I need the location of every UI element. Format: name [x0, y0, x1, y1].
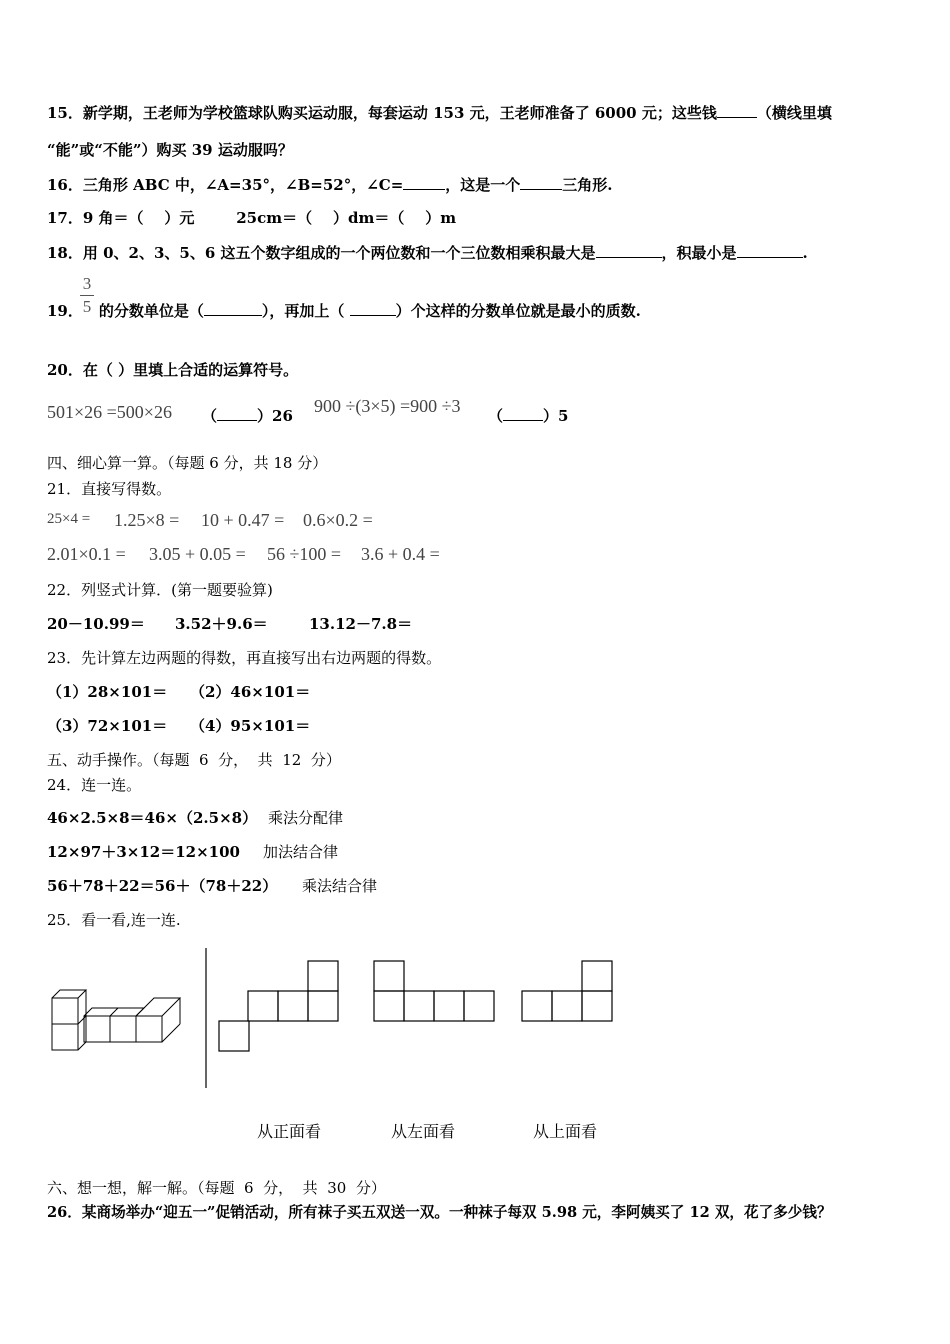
- question-17: 17．9 角＝（ ）元 25cm＝（ ）dm＝（ ）m: [47, 209, 457, 227]
- view-option-3[interactable]: [522, 961, 612, 1021]
- q22-item-1: 20－10.99＝: [47, 615, 145, 633]
- answer-blank[interactable]: [520, 176, 562, 190]
- q21-r2-c4: 3.6 + 0.4 =: [361, 544, 440, 564]
- section-5-title: 五、动手操作。（每题 6 分， 共 12 分）: [47, 751, 341, 769]
- q21-r1-c4: 0.6×0.2 =: [303, 510, 373, 530]
- q15-line1: 15．新学期，王老师为学校篮球队购买运动服，每套运动 153 元，王老师准备了 6000 元；这些钱: [47, 104, 717, 122]
- fraction-numerator: 3: [82, 274, 92, 293]
- caption-left-view[interactable]: 从左面看: [391, 1122, 456, 1141]
- q22-item-2: 3.52＋9.6＝: [175, 615, 268, 633]
- q20-tail-1: 26: [272, 407, 293, 425]
- q20-expression-2: 900 ÷(3×5) =900 ÷3: [314, 396, 461, 416]
- q24-right-2[interactable]: 加法结合律: [263, 843, 339, 861]
- q21-r2-c3: 56 ÷100 =: [267, 544, 342, 564]
- q16-text-b: ，这是一个: [445, 176, 521, 194]
- q15-line1-tail: （横线里填: [756, 104, 832, 122]
- q23-title: 23．先计算左边两题的得数，再直接写出右边两题的得数。: [47, 649, 442, 667]
- caption-top-view[interactable]: 从上面看: [533, 1122, 598, 1141]
- q15-line2: “能”或“不能”）购买 39 运动服吗？: [47, 141, 293, 159]
- q21-r1-c1: 25×4 =: [47, 511, 91, 527]
- q24-left-2[interactable]: 12×97＋3×12＝12×100: [47, 843, 240, 861]
- q24-right-3[interactable]: 乘法结合律: [302, 877, 378, 895]
- answer-blank[interactable]: [350, 302, 396, 316]
- question-16: [47, 175, 613, 195]
- q23-item-3: （3）72×101＝: [47, 717, 168, 735]
- q21-r2-c1: 2.01×0.1 =: [47, 544, 126, 564]
- q18-text-c: .: [802, 244, 808, 262]
- q20-blank-1: （ ）26: [202, 407, 293, 425]
- q16-text-c: 三角形.: [562, 176, 613, 194]
- answer-blank[interactable]: [596, 244, 662, 258]
- cube-3d-figure: [52, 990, 180, 1050]
- answer-blank[interactable]: [204, 302, 262, 316]
- q24-left-3[interactable]: 56＋78＋22＝56＋（78＋22）: [47, 877, 278, 895]
- q18-text-b: ，积最小是: [661, 244, 737, 262]
- q21-r1-c2: 1.25×8 =: [114, 510, 180, 530]
- question-26: 26．某商场举办“迎五一”促销活动，所有袜子买五双送一双。一种袜子每双 5.98 元，李阿姨买了 12 双，花了多少钱？: [47, 1204, 832, 1221]
- q22-title: 22．列竖式计算．(第一题要验算): [47, 581, 273, 599]
- question-19: [47, 301, 641, 321]
- q19-number: 19．: [47, 302, 83, 320]
- q21-title: 21．直接写得数。: [47, 480, 172, 498]
- q19-text-b: ），再加上（: [261, 302, 350, 320]
- question-18: [47, 243, 808, 263]
- view-option-2[interactable]: [374, 961, 494, 1021]
- q21-r1-c3: 10 + 0.47 =: [201, 510, 285, 530]
- q24-right-1[interactable]: 乘法分配律: [268, 809, 344, 827]
- section-4-title: 四、细心算一算。（每题 6 分，共 18 分）: [47, 454, 328, 472]
- question-15: [47, 103, 832, 123]
- answer-blank[interactable]: [737, 244, 803, 258]
- q25-title: 25．看一看,连一连.: [47, 911, 181, 929]
- q20-title: 20．在（ ）里填上合适的运算符号。: [47, 361, 299, 379]
- answer-blank[interactable]: [717, 104, 757, 118]
- q24-title: 24．连一连。: [47, 776, 142, 794]
- q23-item-4: （4）95×101＝: [190, 717, 311, 735]
- answer-blank[interactable]: [503, 407, 543, 421]
- q19-text-a: 的分数单位是（: [98, 302, 204, 320]
- answer-blank[interactable]: [217, 407, 257, 421]
- q21-r2-c2: 3.05 + 0.05 =: [149, 544, 246, 564]
- q23-item-2: （2）46×101＝: [190, 683, 311, 701]
- q23-item-1: （1）28×101＝: [47, 683, 168, 701]
- q22-item-3: 13.12－7.8＝: [309, 615, 413, 633]
- q18-text-a: 18．用 0、2、3、5、6 这五个数字组成的一个两位数和一个三位数相乘积最大是: [47, 244, 596, 262]
- q20-blank-2: （ ）5: [488, 407, 569, 425]
- caption-front-view[interactable]: 从正面看: [257, 1122, 322, 1141]
- q24-left-1[interactable]: 46×2.5×8＝46×（2.5×8）: [47, 809, 258, 827]
- fraction-denominator: 5: [82, 297, 92, 316]
- answer-blank[interactable]: [403, 176, 445, 190]
- q20-tail-2: 5: [558, 407, 569, 425]
- q19-text-c: ）个这样的分数单位就是最小的质数.: [395, 302, 641, 320]
- q16-text-a: 16．三角形 ABC 中，∠A=35°，∠B=52°，∠C=: [47, 176, 404, 194]
- q20-expression-1: 501×26 =500×26: [47, 402, 172, 422]
- view-option-1[interactable]: [219, 961, 338, 1051]
- section-6-title: 六、想一想，解一解。（每题 6 分， 共 30 分）: [47, 1179, 386, 1197]
